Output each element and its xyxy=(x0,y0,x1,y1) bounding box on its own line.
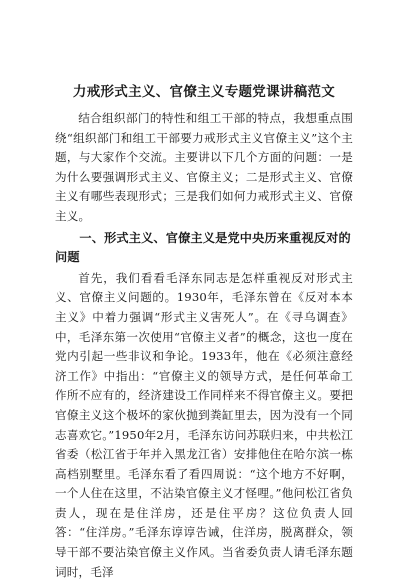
document-title: 力戒形式主义、官僚主义专题党课讲稿范文 xyxy=(72,84,336,100)
intro-paragraph: 结合组织部门的特性和组工干部的特点，我想重点围绕“组织部门和组工干部要力戒形式主义官僚主义”这个主题，与大家作个交流。主要讲以下几个方面的问题：一是为什么要强调形式主义、官僚主义；二是形式主义、官僚主义有哪些表现形式；三是我们如何力戒形式主义、官僚主义。 xyxy=(55,111,353,223)
section-heading: 一、形式主义、官僚主义是党中央历来重视反对的问题 xyxy=(55,230,351,265)
body-paragraph: 首先，我们看看毛泽东同志是怎样重视反对形式主义、官僚主义问题的。1930年，毛泽东曾在《反对本本主义》中着力强调“形式主义害死人”。在《寻乌调查》中，毛泽东第一次使用“官僚主义者”的概念，这也一度在党内引起一些非议和争论。1933年，他在《必须注意经济工作》中指出：“官僚主义的领导方式，是任何革命工作所不应有的，经济建设工作同样来不得官僚主义。要把官僚主义这个极坏的家伙抛到粪缸里去，因为没有一个同志喜欢它。”1950年2月，毛泽东访问苏联归来，中共松江省委（松江省于年并入黑龙江省）安排他住在哈尔滨一栋高档别墅里。毛泽东看了看四周说：“这个地方不好啊，一个人住在这里，不沾染官僚主义才怪哩。”他问松江省负责人，现在是住洋房，还是住平房？这位负责人回答：“住洋房。”毛泽东谆谆告诫，住洋房，脱离群众，领导干部不要沾染官僚主义作风。当省委负责人请毛泽东题词时，毛泽 xyxy=(55,270,353,579)
